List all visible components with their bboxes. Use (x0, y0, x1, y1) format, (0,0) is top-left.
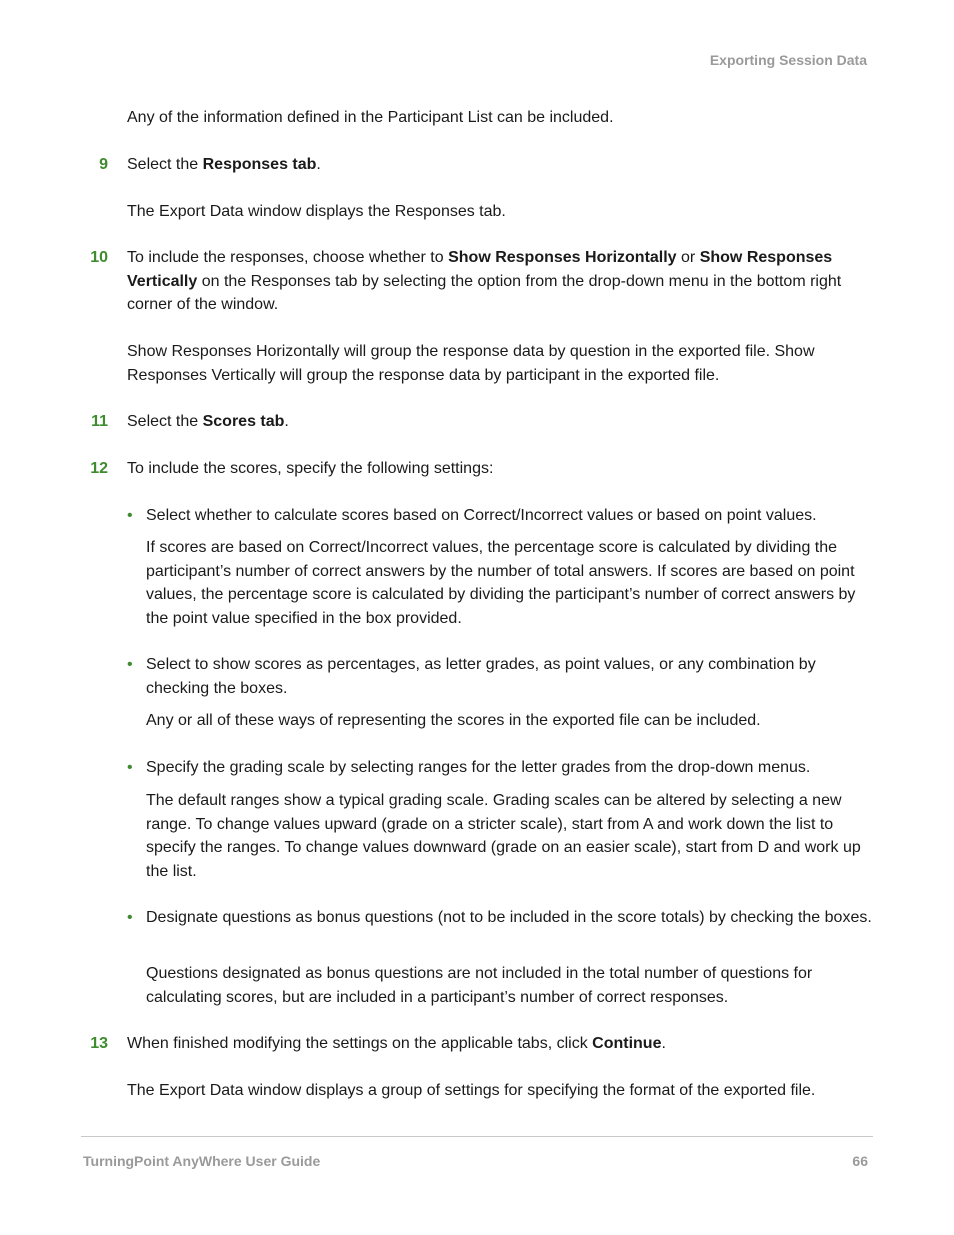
page-number: 66 (852, 1153, 868, 1169)
step-13-result: The Export Data window displays a group of settings for specifying the format of the exported file. (127, 1082, 816, 1099)
step-12-text: To include the scores, specify the following settings: (127, 460, 494, 477)
bullet-4-note: Questions designated as bonus questions are not included in the total number of questions for calculating scores, but are included in a participant’s number of correct responses. (146, 965, 813, 1006)
step-9-text (127, 153, 872, 177)
step-9-post: . (316, 156, 321, 173)
intro-paragraph: Any of the information defined in the Participant List can be included. (127, 109, 614, 126)
step-13-post: . (661, 1035, 666, 1052)
bullet-3-text: Specify the grading scale by selecting ranges for the letter grades from the drop-down menus. (146, 759, 811, 776)
bullet-marker: • (127, 507, 133, 524)
bullet-2-note: Any or all of these ways of representing the scores in the exported file can be included. (146, 712, 761, 729)
section-header: Exporting Session Data (709, 52, 867, 68)
step-13-pre: When finished modifying the settings on the applicable tabs, click (127, 1035, 593, 1052)
step-number-12: 12 (90, 460, 108, 477)
step-10-mid: or (676, 249, 700, 266)
step-11-text (127, 410, 872, 434)
step-9-bold: Responses tab (202, 156, 317, 173)
step-10-bold-vertical: Show Responses Vertically (127, 249, 833, 290)
step-13-bold: Continue (592, 1035, 662, 1052)
step-10-text (127, 246, 872, 317)
bullet-1-text: Select whether to calculate scores based on Correct/Incorrect values or based on point values. (146, 507, 817, 524)
step-10-pre: To include the responses, choose whether to (127, 249, 449, 266)
step-13-text (127, 1032, 872, 1056)
bullet-3-note: The default ranges show a typical grading scale. Grading scales can be altered by selecting a new range. To change values upward (grade on a stricter scale), start from A and work down the list to specify the ranges. To change values downward (grade on an easier scale), start from D and work up the list. (146, 792, 861, 880)
bullet-marker: • (127, 909, 133, 926)
step-10-bold-horizontal: Show Responses Horizontally (448, 249, 677, 266)
bullet-2-text: Select to show scores as percentages, as letter grades, as point values, or any combination by checking the boxes. (146, 656, 816, 697)
step-number-13: 13 (90, 1035, 108, 1052)
step-number-9: 9 (99, 156, 108, 173)
step-number-10: 10 (90, 249, 108, 266)
step-9-result: The Export Data window displays the Responses tab. (127, 203, 506, 220)
footer-divider (81, 1136, 873, 1137)
step-number-11: 11 (91, 413, 108, 430)
footer-guide-title: TurningPoint AnyWhere User Guide (83, 1153, 321, 1169)
bullet-marker: • (127, 656, 133, 673)
bullet-marker: • (127, 759, 133, 776)
step-10-note: Show Responses Horizontally will group the response data by question in the exported file. Show Responses Vertically will group the response data by participant in the exported file. (127, 343, 815, 384)
step-9-pre: Select the (127, 156, 203, 173)
step-11-bold: Scores tab (202, 413, 285, 430)
bullet-1-note: If scores are based on Correct/Incorrect values, the percentage score is calculated by dividing the participant’s number of correct answers by the number of total answers. If scores are based on point values, the percentage score is calculated by dividing the participant’s number of correct answers by the point value specified in the box provided. (146, 539, 856, 627)
step-11-pre: Select the (127, 413, 203, 430)
bullet-4-text: Designate questions as bonus questions (not to be included in the score totals) by checking the boxes. (146, 909, 872, 926)
step-11-post: . (284, 413, 289, 430)
step-10-post: on the Responses tab by selecting the option from the drop-down menu in the bottom right corner of the window. (127, 272, 842, 313)
